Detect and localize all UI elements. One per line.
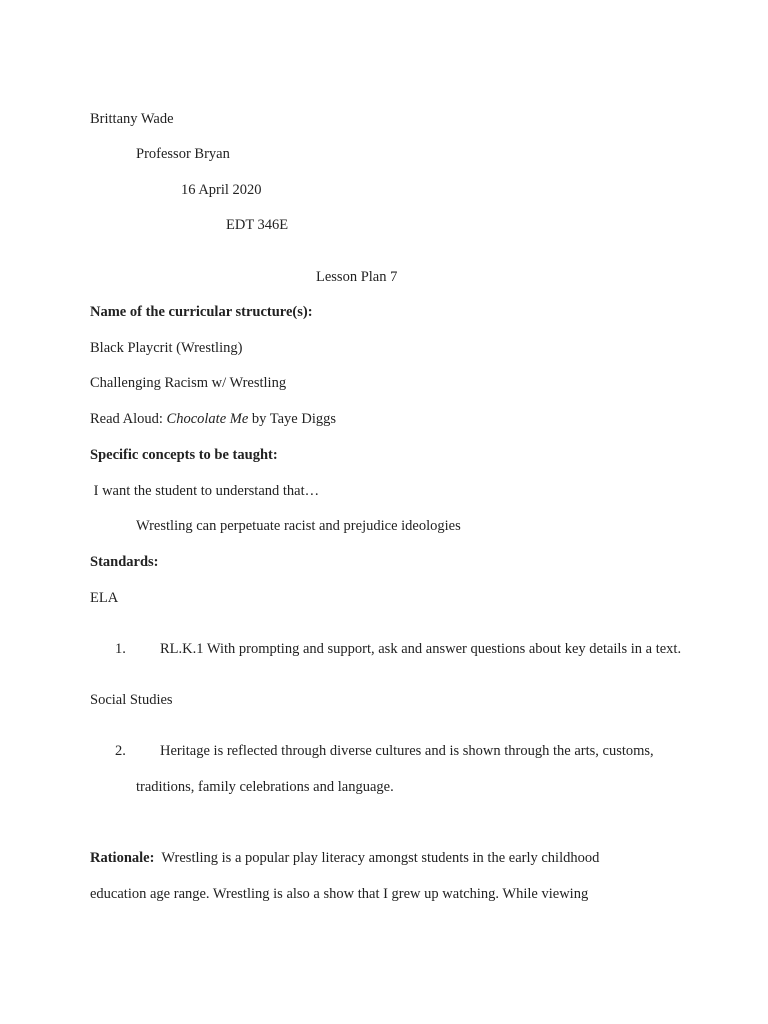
concepts-intro: I want the student to understand that…: [90, 483, 320, 499]
page-title: Lesson Plan 7: [316, 269, 398, 285]
curricular-heading: Name of the curricular structure(s):: [90, 304, 313, 320]
rationale-line-1: [90, 849, 599, 867]
read-aloud-line: [90, 410, 336, 428]
course-code: EDT 346E: [226, 217, 289, 233]
standard-item-1: [115, 640, 681, 658]
book-author: by Taye Diggs: [248, 411, 337, 427]
rationale-line-2: education age range. Wrestling is also a show that I grew up watching. While viewing: [90, 886, 589, 902]
item-number: 1.: [115, 641, 126, 657]
rationale-text: Wrestling is a popular play literacy amongst students in the early childhood: [154, 850, 600, 866]
item-number: 2.: [115, 743, 126, 759]
standard-item-2-continued: traditions, family celebrations and language.: [136, 779, 394, 795]
concepts-heading: Specific concepts to be taught:: [90, 447, 278, 463]
curricular-line-2: Challenging Racism w/ Wrestling: [90, 375, 287, 391]
book-title: Chocolate Me: [166, 411, 249, 427]
item-text: RL.K.1 With prompting and support, ask and answer questions about key details in a text.: [160, 641, 682, 657]
ela-label: ELA: [90, 590, 119, 606]
standard-item-2: [115, 742, 654, 760]
rationale-heading: Rationale:: [90, 850, 155, 866]
item-text: Heritage is reflected through diverse cultures and is shown through the arts, customs,: [160, 743, 654, 759]
concepts-point: Wrestling can perpetuate racist and prejudice ideologies: [136, 518, 461, 534]
read-aloud-prefix: Read Aloud:: [90, 411, 167, 427]
curricular-line-1: Black Playcrit (Wrestling): [90, 340, 243, 356]
standards-heading: Standards:: [90, 554, 159, 570]
social-studies-label: Social Studies: [90, 692, 173, 708]
professor-name: Professor Bryan: [136, 146, 230, 162]
date: 16 April 2020: [181, 182, 262, 198]
student-name: Brittany Wade: [90, 111, 174, 127]
